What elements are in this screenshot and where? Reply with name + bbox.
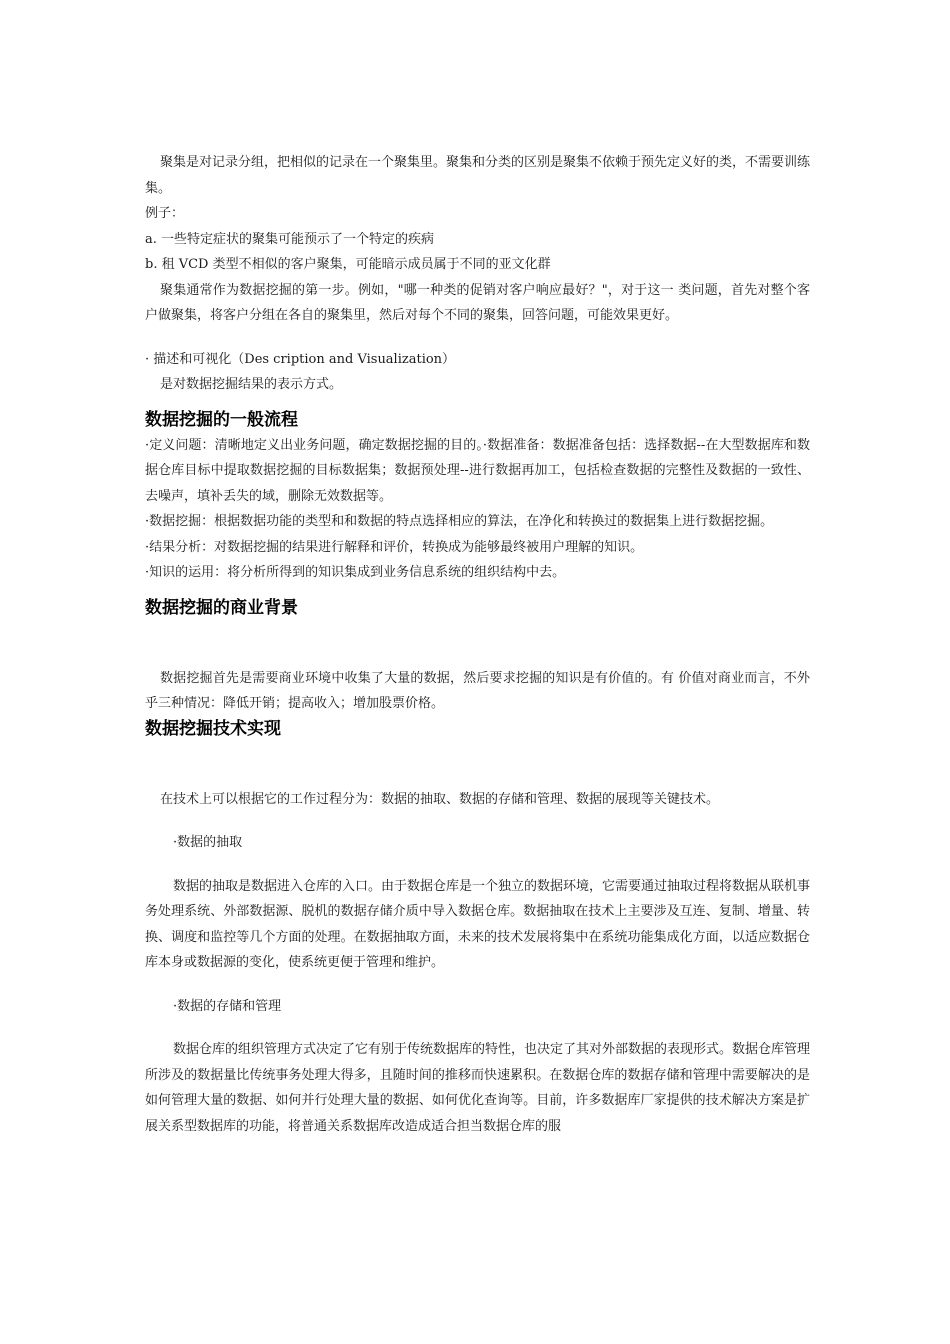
spacer <box>145 398 810 408</box>
process-step-define: ·定义问题：清晰地定义出业务问题，确定数据挖掘的目的。·数据准备：数据准备包括：选择数据--在大型数据库和数据仓库目标中提取数据挖掘的目标数据集；数据预处理--进行数据再加工，包括检查数据的完整性及数据的一致性、去噪声，填补丢失的域，删除无效数据等。 <box>145 437 810 504</box>
process-heading: 数据挖掘的一般流程 <box>145 409 298 430</box>
spacer <box>145 329 810 347</box>
example-label: 例子： <box>145 206 185 221</box>
extract-title: ·数据的抽取 <box>173 835 243 850</box>
spacer <box>145 856 810 874</box>
storage-title: ·数据的存储和管理 <box>173 998 282 1014</box>
process-step-analysis: ·结果分析：对数据挖掘的结果进行解释和评价，转换成为能够最终被用户理解的知识。 <box>145 539 644 555</box>
tech-heading: 数据挖掘技术实现 <box>145 718 281 739</box>
business-text: 数据挖掘首先是需要商业环境中收集了大量的数据，然后要求挖掘的知识是有价值的。有 价值对商业而言，不外乎三种情况：降低开销；提高收入；增加股票价格。 <box>145 670 810 711</box>
spacer <box>145 742 810 787</box>
example-b: b. 租 VCD 类型不相似的客户聚集，可能暗示成员属于不同的亚文化群 <box>145 257 551 272</box>
extract-text: 数据的抽取是数据进入仓库的入口。由于数据仓库是一个独立的数据环境，它需要通过抽取过程将数据从联机事务处理系统、外部数据源、脱机的数据存储介质中导入数据仓库。数据抽取在技术上主要涉及互连、复制、增量、转换、调度和监控等几个方面的处理。在数据抽取方面，未来的技术发展将集中在系统功能集成化方面，以适应数据仓库本身或数据源的变化，使系统更便于管理和维护。 <box>145 878 811 970</box>
spacer <box>145 586 810 596</box>
spacer <box>145 1019 810 1037</box>
spacer <box>145 621 810 666</box>
example-a: a. 一些特定症状的聚集可能预示了一个特定的疾病 <box>145 231 435 247</box>
document-page <box>145 150 810 1139</box>
process-step-apply: ·知识的运用：将分析所得到的知识集成到业务信息系统的组织结构中去。 <box>145 565 566 580</box>
clustering-intro: 聚集是对记录分组，把相似的记录在一个聚集里。聚集和分类的区别是聚集不依赖于预先定义好的类，不需要训练集。 <box>145 155 811 196</box>
spacer <box>145 976 810 994</box>
clustering-first-step: 聚集通常作为数据挖掘的第一步。例如，"哪一种类的促销对客户响应最好？"，对于这一 类问题，首先对整个客户做聚集，将客户分组在各自的聚集里，然后对每个不同的聚集，回答问题，可能效果更好。 <box>145 282 810 323</box>
visualization-text: 是对数据挖掘结果的表示方式。 <box>160 377 343 392</box>
tech-intro: 在技术上可以根据它的工作过程分为：数据的抽取、数据的存储和管理、数据的展现等关键技术。 <box>160 791 720 807</box>
process-step-mining: ·数据挖掘：根据数据功能的类型和和数据的特点选择相应的算法，在净化和转换过的数据集上进行数据挖掘。 <box>145 514 774 529</box>
visualization-title: · 描述和可视化（Des cription and Visualization） <box>145 351 456 367</box>
spacer <box>145 812 810 830</box>
business-heading: 数据挖掘的商业背景 <box>145 597 298 618</box>
storage-text: 数据仓库的组织管理方式决定了它有别于传统数据库的特性，也决定了其对外部数据的表现形式。数据仓库管理所涉及的数据量比传统事务处理大得多，且随时间的推移而快速累积。在数据仓库的数据存储和管理中需要解决的是如何管理大量的数据、如何并行处理大量的数据、如何优化查询等。目前，许多数据库厂家提供的技术解决方案是扩展关系型数据库的功能，将普通关系数据库改造成适合担当数据仓库的服 <box>145 1042 811 1134</box>
